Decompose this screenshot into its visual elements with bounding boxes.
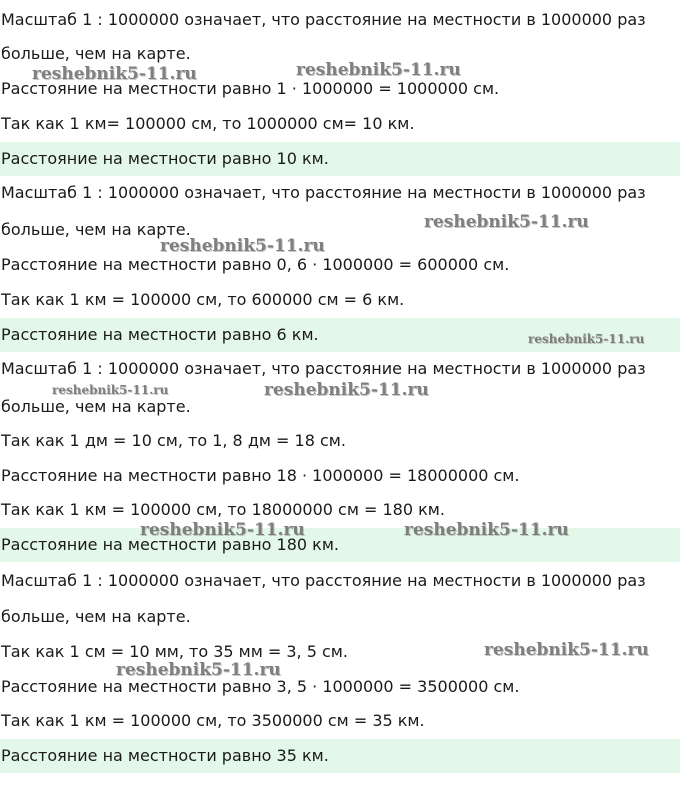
text-line: Так как 1 дм = 10 см, то 1, 8 дм = 18 см. <box>1 431 346 450</box>
text-line: Расстояние на местности равно 0, 6 · 1000000 = 600000 см. <box>1 255 510 274</box>
text-line: Расстояние на местности равно 1 · 1000000 = 1000000 см. <box>1 79 500 98</box>
watermark: reshebnik5-11.ru <box>32 64 197 84</box>
text-line: больше, чем на карте. <box>1 220 191 239</box>
text-line: больше, чем на карте. <box>1 607 191 626</box>
text-line: Масштаб 1 : 1000000 означает, что расстояние на местности в 1000000 раз <box>1 571 646 590</box>
watermark: reshebnik5-11.ru <box>160 236 325 256</box>
text-line: Так как 1 км= 100000 см, то 1000000 см= 10 км. <box>1 114 415 133</box>
watermark: reshebnik5-11.ru <box>424 212 589 232</box>
watermark: reshebnik5-11.ru <box>404 520 569 540</box>
answer-text: Расстояние на местности равно 10 км. <box>1 149 329 168</box>
text-line: Расстояние на местности равно 18 · 1000000 = 18000000 см. <box>1 466 520 485</box>
watermark: reshebnik5-11.ru <box>484 640 649 660</box>
watermark: reshebnik5-11.ru <box>140 520 305 540</box>
text-line: Так как 1 км = 100000 см, то 600000 см = 6 км. <box>1 290 405 309</box>
text-line: больше, чем на карте. <box>1 397 191 416</box>
watermark: reshebnik5-11.ru <box>264 380 429 400</box>
answer-highlight <box>0 528 680 562</box>
watermark: reshebnik5-11.ru <box>116 660 281 680</box>
watermark: reshebnik5-11.ru <box>528 332 645 346</box>
text-line: больше, чем на карте. <box>1 44 191 63</box>
answer-text: Расстояние на местности равно 180 км. <box>1 535 339 554</box>
answer-highlight <box>0 739 680 773</box>
watermark: reshebnik5-11.ru <box>52 383 169 397</box>
text-line: Расстояние на местности равно 3, 5 · 1000000 = 3500000 см. <box>1 677 520 696</box>
answer-text: Расстояние на местности равно 6 км. <box>1 325 319 344</box>
answer-text: Расстояние на местности равно 35 км. <box>1 746 329 765</box>
text-line: Так как 1 см = 10 мм, то 35 мм = 3, 5 см. <box>1 642 348 661</box>
text-line: Масштаб 1 : 1000000 означает, что расстояние на местности в 1000000 раз <box>1 10 646 29</box>
text-line: Масштаб 1 : 1000000 означает, что расстояние на местности в 1000000 раз <box>1 183 646 202</box>
text-line: Масштаб 1 : 1000000 означает, что расстояние на местности в 1000000 раз <box>1 359 646 378</box>
text-line: Так как 1 км = 100000 см, то 18000000 см = 180 км. <box>1 500 445 519</box>
text-line: Так как 1 км = 100000 см, то 3500000 см = 35 км. <box>1 711 425 730</box>
watermark: reshebnik5-11.ru <box>296 60 461 80</box>
answer-highlight <box>0 142 680 176</box>
